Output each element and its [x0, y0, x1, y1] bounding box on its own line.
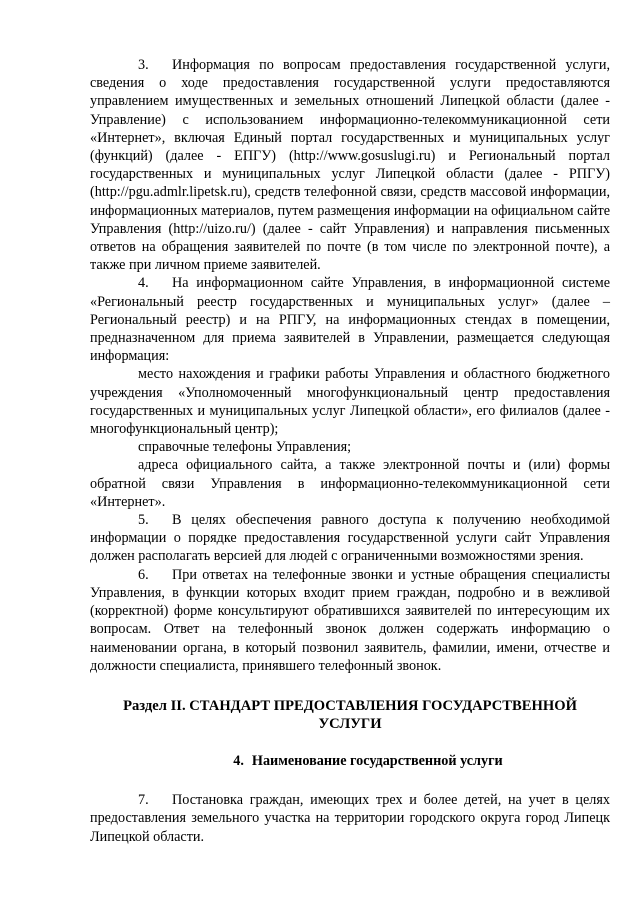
paragraph-number: 6. — [138, 566, 149, 583]
subsection-title: Наименование государственной услуги — [251, 752, 503, 769]
paragraph-text: При ответах на телефонные звонки и устные обращения специалисты Управления, в функции которых входит прием граждан, подробно и в вежливой (корректной) форме консультируют обратившихся заявителей по интересующим их вопросам. Ответ на телефонный звонок должен содержать информацию о наименовании органа, в который позвонил заявитель, фамилии, имени, отчестве и должности специалиста, принявшего телефонный звонок. — [90, 566, 610, 674]
paragraph-5 — [90, 511, 610, 566]
paragraph-number: 5. — [138, 512, 149, 529]
section-heading: Раздел II. СТАНДАРТ ПРЕДОСТАВЛЕНИЯ ГОСУДАРСТВЕННОЙ УСЛУГИ — [123, 697, 577, 733]
subsection-heading — [90, 752, 610, 770]
paragraph-number: 7. — [138, 792, 149, 809]
paragraph-text: На информационном сайте Управления, в информационной системе «Региональный реестр государственных и муниципальных услуг» (далее – Региональный реестр) и на РПГУ, на информационных стендах в помещении, предназначенном для приема заявителей в Управлении, размещается следующая информация: — [90, 275, 610, 365]
paragraph-7 — [90, 791, 610, 846]
paragraph-text: В целях обеспечения равного доступа к получению необходимой информации о порядке предоставления государственной услуги сайт Управления должен располагать версией для людей с ограниченными возможностями зрения. — [90, 512, 610, 565]
paragraph-6 — [90, 566, 610, 675]
list-item: адреса официального сайта, а также электронной почты и (или) формы обратной связи Управления в информационно-телекоммуникационной сети «Интернет». — [90, 457, 610, 510]
list-item: место нахождения и графики работы Управления и областного бюджетного учреждения «Уполномоченный многофункциональный центр предоставления государственных и муниципальных услуг Липецкой области», его филиалов (далее - многофункциональный центр); — [90, 366, 610, 438]
paragraph-number: 4. — [138, 275, 149, 292]
list-item: справочные телефоны Управления; — [138, 439, 352, 456]
document-page — [90, 56, 610, 846]
paragraph-3 — [90, 56, 610, 274]
paragraph-text: Информация по вопросам предоставления государственной услуги, сведения о ходе предоставления государственной услуги предоставляются управлением имущественных и земельных отношений Липецкой области (далее - Управление) с использованием информационно-телекоммуникационной сети «Интернет», включая Единый портал государственных и муниципальных услуг (функций) (далее - ЕПГУ) (http://www.gosuslugi.ru) и Региональный портал государственных и муниципальных услуг Липецкой области (далее - РПГУ) (http://pgu.admlr.lipetsk.ru), средств телефонной связи, средств массовой информации, информационных материалов, путем размещения информации на официальном сайте Управления (http://uizo.ru/) (далее - сайт Управления) и направления письменных ответов на обращения заявителей по почте (в том числе по электронной почте), а также при личном приеме заявителей. — [90, 57, 610, 274]
paragraph-number: 3. — [138, 57, 149, 73]
paragraph-4 — [90, 274, 610, 365]
subsection-number: 4. — [233, 752, 244, 769]
paragraph-text: Постановка граждан, имеющих трех и более детей, на учет в целях предоставления земельного участка на территории городского округа город Липецк Липецкой области. — [90, 792, 610, 845]
